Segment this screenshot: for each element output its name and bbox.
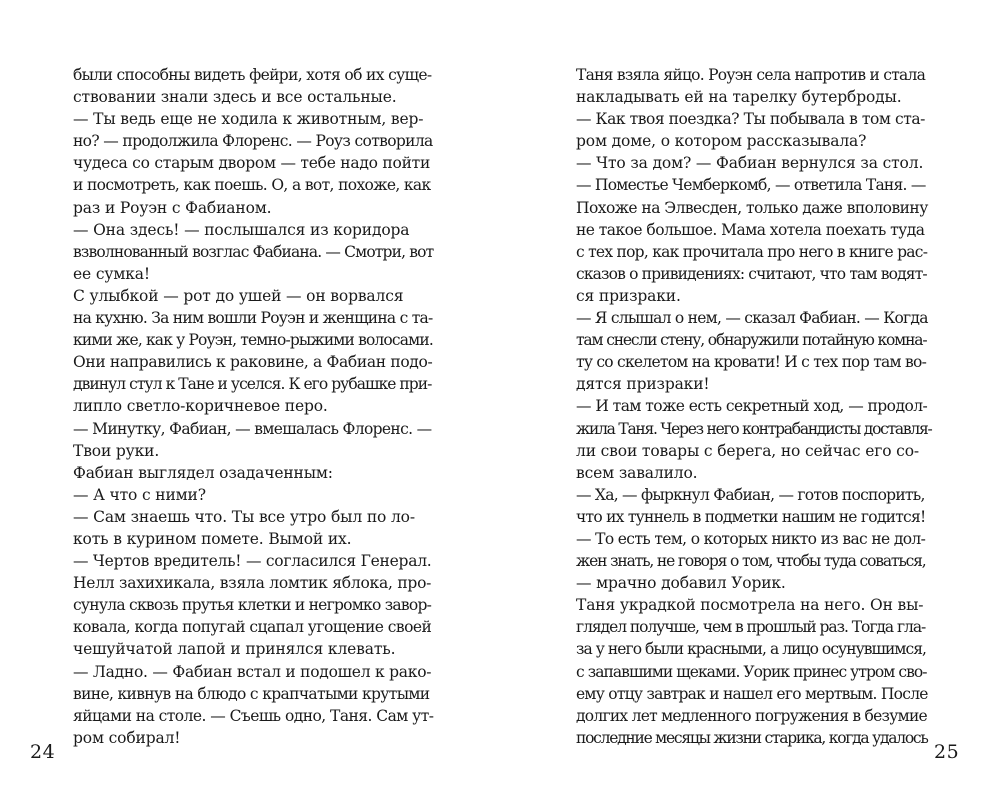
text-line: на кухню. За ним вошли Роуэн и женщина с та- (73, 309, 433, 328)
text-line: Таня украдкой посмотрела на него. Он вы- (576, 596, 924, 615)
text-line: — Чертов вредитель! — согласился Генерал. (73, 552, 432, 571)
text-line: — Она здесь! — послышался из коридора (73, 220, 410, 239)
text-line: — Ты ведь еще не ходила к животным, вер- (73, 110, 424, 129)
text-line: взволнованный возглас Фабиана. — Смотри, вот (73, 242, 434, 261)
text-line: раз и Роуэн с Фабианом. (73, 198, 272, 217)
text-line: и посмотреть, как поешь. О, а вот, похоже, как (73, 176, 431, 195)
text-line: липло светло-коричневое перо. (73, 397, 328, 416)
text-line: — Сам знаешь что. Ты все утро был по ло- (73, 507, 415, 526)
text-line: ковала, когда попугай сцапал угощение своей (73, 618, 432, 637)
left-page-text (73, 64, 433, 749)
text-line: ром собирал! (73, 728, 181, 747)
text-line: Похоже на Элвесден, только даже вполовину (576, 198, 928, 217)
text-line: Нелл захихикала, взяла ломтик яблока, про- (73, 574, 432, 593)
text-line: — А что с ними? (73, 485, 206, 504)
text-line: вине, кивнув на блюдо с крапчатыми крутыми (73, 684, 430, 703)
text-line: за у него были красными, а лицо осунувшимся, (576, 640, 927, 659)
text-line: дятся призраки! (576, 375, 710, 394)
text-line: Твои руки. (73, 441, 160, 460)
text-line: там снесли стену, обнаружили потайную комна- (576, 331, 927, 350)
text-line: двинул стул к Тане и уселся. К его рубашке при- (73, 375, 432, 394)
text-line: сунула сквозь прутья клетки и негромко завор- (73, 596, 432, 615)
text-line: что их туннель в подметки нашим не годится! (576, 507, 926, 526)
text-line: были способны видеть фейри, хотя об их суще- (73, 66, 432, 84)
text-line: ту со скелетом на кровати! И с тех пор там во- (576, 353, 927, 372)
text-line: ли свои товары с берега, но сейчас его со- (576, 441, 919, 460)
text-line: жила Таня. Через него контрабандисты доставля- (576, 419, 932, 438)
text-line: ствовании знали здесь и все остальные. (73, 88, 397, 107)
text-line: чешуйчатой лапой и принялся клевать. (73, 640, 396, 659)
right-page-number: 25 (934, 741, 960, 763)
text-line: накладывать ей на тарелку бутерброды. (576, 88, 902, 107)
text-line: Они направились к раковине, а Фабиан подо- (73, 353, 433, 372)
text-line: с тех пор, как прочитала про него в книге рас- (576, 242, 928, 261)
text-line: ром доме, о котором рассказывала? (576, 132, 867, 151)
text-line: Таня взяла яйцо. Роуэн села напротив и стала (576, 66, 926, 84)
text-line: — Ха, — фыркнул Фабиан, — готов поспорить, (576, 485, 925, 504)
text-line: последние месяцы жизни старика, когда удалось (576, 728, 928, 747)
text-line: ся призраки. (576, 286, 681, 305)
text-line: сказов о привидениях: считают, что там водят- (576, 264, 927, 283)
text-line: — Ладно. — Фабиан встал и подошел к рако- (73, 662, 432, 681)
text-line: жен знать, не говоря о том, чтобы туда соваться, (576, 552, 926, 571)
text-line: — Поместье Чемберкомб, — ответила Таня. — (576, 176, 926, 195)
text-line: ему отцу завтрак и нашел его мертвым. После (576, 684, 928, 703)
text-line: но? — продолжила Флоренс. — Роуз сотворила (73, 132, 433, 151)
text-line: С улыбкой — рот до ушей — он ворвался (73, 286, 404, 305)
text-line: не такое большое. Мама хотела поехать туда (576, 220, 925, 239)
text-line: — То есть тем, о которых никто из вас не дол- (576, 529, 926, 548)
right-page (500, 0, 1000, 792)
text-line: с запавшими щеками. Уорик принес утром сво- (576, 662, 927, 681)
text-line: долгих лет медленного погружения в безумие (576, 706, 927, 725)
text-line: коть в курином помете. Вымой их. (73, 529, 352, 548)
text-line: — И там тоже есть секретный ход, — продол- (576, 397, 928, 416)
text-line: — Что за дом? — Фабиан вернулся за стол. (576, 154, 924, 173)
text-line: глядел получше, чем в прошлый раз. Тогда гла- (576, 618, 926, 637)
text-line: Фабиан выглядел озадаченным: (73, 463, 333, 482)
left-page-number: 24 (30, 741, 56, 763)
text-line: всем завалило. (576, 463, 698, 482)
text-line: чудеса со старым двором — тебе надо пойти (73, 154, 431, 173)
text-line: кими же, как у Роуэн, темно-рыжими волосами. (73, 331, 433, 350)
text-line: — Минутку, Фабиан, — вмешалась Флоренс. — (73, 419, 432, 438)
text-line: — мрачно добавил Уорик. (576, 574, 786, 593)
text-line: яйцами на столе. — Съешь одно, Таня. Сам ут- (73, 706, 434, 725)
text-line: ее сумка! (73, 264, 150, 283)
text-line: — Как твоя поездка? Ты побывала в том ста- (576, 110, 925, 129)
text-line: — Я слышал о нем, — сказал Фабиан. — Когда (576, 309, 928, 328)
right-page-text (576, 64, 932, 749)
